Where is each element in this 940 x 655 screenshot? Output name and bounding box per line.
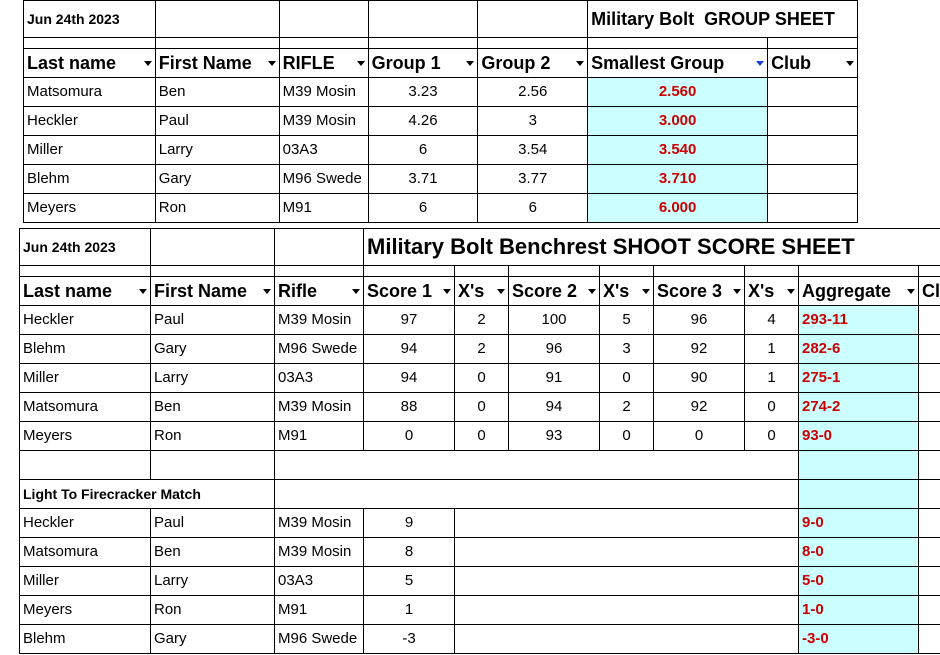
table-row (24, 136, 858, 165)
cell-rifle[interactable]: 03A3 (275, 567, 364, 596)
empty-cell[interactable] (799, 480, 919, 509)
cell-score-1[interactable]: 94 (364, 335, 455, 364)
cell-last-name[interactable]: Meyers (24, 194, 156, 223)
cell-xs-3[interactable]: 1 (745, 335, 799, 364)
group-sheet-title-row (24, 1, 858, 38)
cell-group-1[interactable]: 3.23 (368, 78, 478, 107)
cell-rifle[interactable]: M39 Mosin (275, 538, 364, 567)
cell-first-name[interactable]: Ron (151, 422, 275, 451)
cell-rifle[interactable]: M39 Mosin (279, 78, 368, 107)
empty-cell[interactable] (768, 38, 858, 49)
cell-rifle[interactable]: M96 Swede (275, 335, 364, 364)
cell-aggregate[interactable]: 9-0 (799, 509, 919, 538)
cell-rifle[interactable]: M91 (275, 596, 364, 625)
header-label: Aggregate (802, 281, 892, 301)
header-label: Score 1 (367, 281, 433, 301)
header-aggregate[interactable] (799, 277, 919, 306)
empty-cell[interactable] (600, 266, 654, 277)
header-score-2[interactable] (509, 277, 600, 306)
cell-score-1[interactable]: 8 (364, 538, 455, 567)
cell-last-name[interactable]: Blehm (20, 625, 151, 654)
header-group-2[interactable] (478, 49, 588, 78)
cell-club[interactable] (919, 306, 940, 335)
score-sheet (19, 228, 940, 655)
cell-club[interactable] (768, 194, 858, 223)
filter-dropdown-icon[interactable] (268, 61, 276, 66)
cell-club[interactable] (768, 136, 858, 165)
filter-dropdown-icon[interactable] (144, 61, 152, 66)
score-sheet-header-row (20, 277, 940, 306)
filter-dropdown-icon[interactable] (352, 289, 360, 294)
cell-first-name[interactable]: Larry (155, 136, 279, 165)
cell-score-2[interactable]: 93 (509, 422, 600, 451)
cell-score-1[interactable]: 0 (364, 422, 455, 451)
cell-first-name[interactable]: Gary (151, 335, 275, 364)
cell-score-1[interactable]: 1 (364, 596, 455, 625)
cell-first-name[interactable]: Ben (155, 78, 279, 107)
cell-score-1[interactable]: -3 (364, 625, 455, 654)
header-xs-1[interactable] (455, 277, 509, 306)
table-row (20, 422, 940, 451)
filter-dropdown-icon[interactable] (443, 289, 451, 294)
filter-dropdown-icon[interactable] (787, 289, 795, 294)
sort-filter-active-icon[interactable] (756, 61, 764, 66)
header-label: Group 1 (371, 53, 441, 73)
cell-group-2[interactable]: 3.77 (478, 165, 588, 194)
cell-club[interactable] (919, 393, 940, 422)
cell-score-2[interactable]: 96 (509, 335, 600, 364)
cell-last-name[interactable]: Miller (20, 567, 151, 596)
table-row (20, 364, 940, 393)
cell-aggregate[interactable]: 293-11 (799, 306, 919, 335)
cell-group-1[interactable]: 3.71 (368, 165, 478, 194)
empty-cell[interactable] (155, 1, 279, 38)
cell-first-name[interactable]: Ron (151, 596, 275, 625)
empty-cell[interactable] (368, 1, 478, 38)
cell-rifle[interactable]: M91 (279, 194, 368, 223)
empty-cell[interactable] (364, 266, 455, 277)
cell-club[interactable] (919, 509, 940, 538)
empty-cell[interactable] (478, 38, 588, 49)
cell-first-name[interactable]: Paul (155, 107, 279, 136)
cell-club[interactable] (919, 625, 940, 654)
score-sheet-table (19, 228, 940, 654)
cell-xs-2[interactable]: 0 (600, 364, 654, 393)
group-sheet-header-row (24, 49, 858, 78)
cell-score-2[interactable]: 100 (509, 306, 600, 335)
header-score-3[interactable] (654, 277, 745, 306)
empty-cell[interactable] (368, 38, 478, 49)
header-label: First Name (154, 281, 248, 301)
cell-score-3[interactable]: 90 (654, 364, 745, 393)
empty-cell[interactable] (455, 567, 799, 596)
empty-cell[interactable] (455, 266, 509, 277)
cell-rifle[interactable]: M91 (275, 422, 364, 451)
cell-club[interactable] (919, 422, 940, 451)
cell-smallest-group[interactable]: 6.000 (588, 194, 768, 223)
empty-cell[interactable] (151, 229, 275, 266)
cell-first-name[interactable]: Paul (151, 306, 275, 335)
header-first-name[interactable] (155, 49, 279, 78)
cell-rifle[interactable]: M39 Mosin (275, 306, 364, 335)
cell-smallest-group[interactable]: 2.560 (588, 78, 768, 107)
table-row (20, 567, 940, 596)
cell-score-1[interactable]: 5 (364, 567, 455, 596)
header-rifle[interactable] (275, 277, 364, 306)
empty-cell[interactable] (919, 266, 940, 277)
header-xs-3[interactable] (745, 277, 799, 306)
header-label: Score 2 (512, 281, 578, 301)
header-label: X's (603, 281, 630, 301)
blank-row (24, 38, 858, 49)
cell-first-name[interactable]: Ron (155, 194, 279, 223)
header-label: Rifle (278, 281, 318, 301)
cell-last-name[interactable]: Matsomura (20, 393, 151, 422)
header-label: Club (771, 53, 812, 73)
empty-cell[interactable] (799, 266, 919, 277)
cell-last-name[interactable]: Miller (20, 364, 151, 393)
cell-first-name[interactable]: Larry (151, 364, 275, 393)
cell-last-name[interactable]: Meyers (20, 422, 151, 451)
header-label: Score 3 (657, 281, 723, 301)
empty-cell[interactable] (455, 596, 799, 625)
header-label: Cl (922, 281, 940, 301)
header-rifle[interactable] (279, 49, 368, 78)
cell-aggregate[interactable]: 282-6 (799, 335, 919, 364)
cell-club[interactable] (768, 165, 858, 194)
group-sheet-date[interactable]: Jun 24th 2023 (24, 1, 156, 38)
cell-aggregate[interactable]: 274-2 (799, 393, 919, 422)
empty-cell[interactable] (654, 266, 745, 277)
header-group-1[interactable] (368, 49, 478, 78)
cell-xs-2[interactable]: 3 (600, 335, 654, 364)
filter-dropdown-icon[interactable] (139, 289, 147, 294)
filter-dropdown-icon[interactable] (497, 289, 505, 294)
cell-aggregate[interactable]: 5-0 (799, 567, 919, 596)
cell-score-3[interactable]: 92 (654, 393, 745, 422)
cell-rifle[interactable]: M96 Swede (275, 625, 364, 654)
table-row (20, 538, 940, 567)
header-label: X's (458, 281, 485, 301)
cell-xs-1[interactable]: 0 (455, 422, 509, 451)
cell-first-name[interactable]: Ben (151, 538, 275, 567)
empty-cell[interactable] (509, 266, 600, 277)
cell-last-name[interactable]: Blehm (20, 335, 151, 364)
cell-rifle[interactable]: M39 Mosin (275, 393, 364, 422)
header-xs-2[interactable] (600, 277, 654, 306)
filter-dropdown-icon[interactable] (846, 61, 854, 66)
cell-xs-1[interactable]: 2 (455, 335, 509, 364)
empty-cell[interactable] (275, 480, 799, 509)
empty-cell[interactable] (275, 266, 364, 277)
header-label: Smallest Group (591, 53, 725, 73)
header-first-name[interactable] (151, 277, 275, 306)
filter-dropdown-icon[interactable] (263, 289, 271, 294)
cell-score-1[interactable]: 9 (364, 509, 455, 538)
empty-cell[interactable] (455, 509, 799, 538)
header-score-1[interactable] (364, 277, 455, 306)
header-label: Last name (23, 281, 113, 301)
cell-first-name[interactable]: Gary (151, 625, 275, 654)
empty-cell[interactable] (151, 451, 275, 480)
blank-row (20, 266, 940, 277)
empty-cell[interactable] (478, 1, 588, 38)
cell-club[interactable] (919, 596, 940, 625)
header-smallest-group[interactable] (588, 49, 768, 78)
cell-rifle[interactable]: 03A3 (275, 364, 364, 393)
cell-club[interactable] (919, 538, 940, 567)
header-label: X's (748, 281, 775, 301)
section-title[interactable]: Light To Firecracker Match (20, 480, 275, 509)
cell-xs-1[interactable]: 0 (455, 393, 509, 422)
empty-cell[interactable] (745, 266, 799, 277)
header-label: Group 2 (481, 53, 551, 73)
empty-cell[interactable] (275, 451, 799, 480)
cell-xs-1[interactable]: 0 (455, 364, 509, 393)
header-label: First Name (158, 53, 252, 73)
filter-dropdown-icon[interactable] (642, 289, 650, 294)
cell-last-name[interactable]: Heckler (24, 107, 156, 136)
empty-cell[interactable] (799, 451, 919, 480)
cell-group-1[interactable]: 6 (368, 136, 478, 165)
cell-smallest-group[interactable]: 3.540 (588, 136, 768, 165)
cell-xs-2[interactable]: 5 (600, 306, 654, 335)
table-row (20, 393, 940, 422)
cell-xs-2[interactable]: 0 (600, 422, 654, 451)
empty-cell[interactable] (919, 480, 940, 509)
cell-score-3[interactable]: 92 (654, 335, 745, 364)
cell-rifle[interactable]: 03A3 (279, 136, 368, 165)
cell-score-2[interactable]: 91 (509, 364, 600, 393)
table-row (24, 78, 858, 107)
cell-score-2[interactable]: 94 (509, 393, 600, 422)
cell-xs-3[interactable]: 1 (745, 364, 799, 393)
filter-dropdown-icon[interactable] (466, 61, 474, 66)
cell-group-1[interactable]: 6 (368, 194, 478, 223)
empty-cell[interactable] (455, 625, 799, 654)
table-row (20, 625, 940, 654)
filter-dropdown-icon[interactable] (733, 289, 741, 294)
group-sheet (23, 0, 858, 230)
table-row (20, 596, 940, 625)
cell-smallest-group[interactable]: 3.710 (588, 165, 768, 194)
cell-first-name[interactable]: Ben (151, 393, 275, 422)
empty-cell[interactable] (279, 38, 368, 49)
cell-xs-3[interactable]: 0 (745, 422, 799, 451)
cell-aggregate[interactable]: 275-1 (799, 364, 919, 393)
cell-rifle[interactable]: M39 Mosin (279, 107, 368, 136)
cell-score-3[interactable]: 0 (654, 422, 745, 451)
cell-last-name[interactable]: Heckler (20, 509, 151, 538)
cell-club[interactable] (919, 364, 940, 393)
cell-aggregate[interactable]: 93-0 (799, 422, 919, 451)
section-title-row (20, 480, 940, 509)
empty-row (20, 451, 940, 480)
cell-xs-3[interactable]: 0 (745, 393, 799, 422)
table-row (24, 107, 858, 136)
cell-group-2[interactable]: 3.54 (478, 136, 588, 165)
cell-first-name[interactable]: Gary (155, 165, 279, 194)
filter-dropdown-icon[interactable] (357, 61, 365, 66)
cell-xs-3[interactable]: 4 (745, 306, 799, 335)
cell-club[interactable] (919, 335, 940, 364)
cell-last-name[interactable]: Meyers (20, 596, 151, 625)
cell-group-2[interactable]: 6 (478, 194, 588, 223)
cell-aggregate[interactable]: 1-0 (799, 596, 919, 625)
empty-cell[interactable] (279, 1, 368, 38)
empty-cell[interactable] (20, 266, 151, 277)
cell-score-1[interactable]: 97 (364, 306, 455, 335)
empty-cell[interactable] (919, 451, 940, 480)
cell-aggregate[interactable]: 8-0 (799, 538, 919, 567)
header-club-partial[interactable] (919, 277, 940, 306)
cell-last-name[interactable]: Blehm (24, 165, 156, 194)
table-row (24, 165, 858, 194)
cell-group-1[interactable]: 4.26 (368, 107, 478, 136)
cell-first-name[interactable]: Larry (151, 567, 275, 596)
cell-smallest-group[interactable]: 3.000 (588, 107, 768, 136)
cell-score-1[interactable]: 94 (364, 364, 455, 393)
cell-aggregate[interactable]: -3-0 (799, 625, 919, 654)
filter-dropdown-icon[interactable] (588, 289, 596, 294)
score-sheet-date[interactable]: Jun 24th 2023 (20, 229, 151, 266)
empty-cell[interactable] (455, 538, 799, 567)
empty-cell[interactable] (20, 451, 151, 480)
filter-dropdown-icon[interactable] (576, 61, 584, 66)
empty-cell[interactable] (275, 229, 364, 266)
cell-rifle[interactable]: M96 Swede (279, 165, 368, 194)
cell-club[interactable] (768, 107, 858, 136)
cell-last-name[interactable]: Heckler (20, 306, 151, 335)
header-label: RIFLE (282, 53, 335, 73)
empty-cell[interactable] (155, 38, 279, 49)
group-sheet-title[interactable]: Military Bolt GROUP SHEET (588, 1, 858, 38)
empty-cell[interactable] (588, 38, 768, 49)
cell-score-1[interactable]: 88 (364, 393, 455, 422)
cell-rifle[interactable]: M39 Mosin (275, 509, 364, 538)
cell-xs-1[interactable]: 2 (455, 306, 509, 335)
header-last-name[interactable] (20, 277, 151, 306)
table-row (20, 335, 940, 364)
score-sheet-title[interactable]: Military Bolt Benchrest SHOOT SCORE SHEET (364, 229, 940, 266)
group-sheet-table (23, 0, 858, 223)
cell-club[interactable] (768, 78, 858, 107)
score-sheet-title-row (20, 229, 940, 266)
table-row (24, 194, 858, 223)
empty-cell[interactable] (151, 266, 275, 277)
cell-group-2[interactable]: 2.56 (478, 78, 588, 107)
filter-dropdown-icon[interactable] (907, 289, 915, 294)
cell-first-name[interactable]: Paul (151, 509, 275, 538)
cell-last-name[interactable]: Miller (24, 136, 156, 165)
header-last-name[interactable] (24, 49, 156, 78)
cell-last-name[interactable]: Matsomura (24, 78, 156, 107)
cell-last-name[interactable]: Matsomura (20, 538, 151, 567)
cell-score-3[interactable]: 96 (654, 306, 745, 335)
header-label: Last name (27, 53, 117, 73)
empty-cell[interactable] (24, 38, 156, 49)
cell-xs-2[interactable]: 2 (600, 393, 654, 422)
table-row (20, 306, 940, 335)
table-row (20, 509, 940, 538)
header-club[interactable] (768, 49, 858, 78)
cell-group-2[interactable]: 3 (478, 107, 588, 136)
cell-club[interactable] (919, 567, 940, 596)
